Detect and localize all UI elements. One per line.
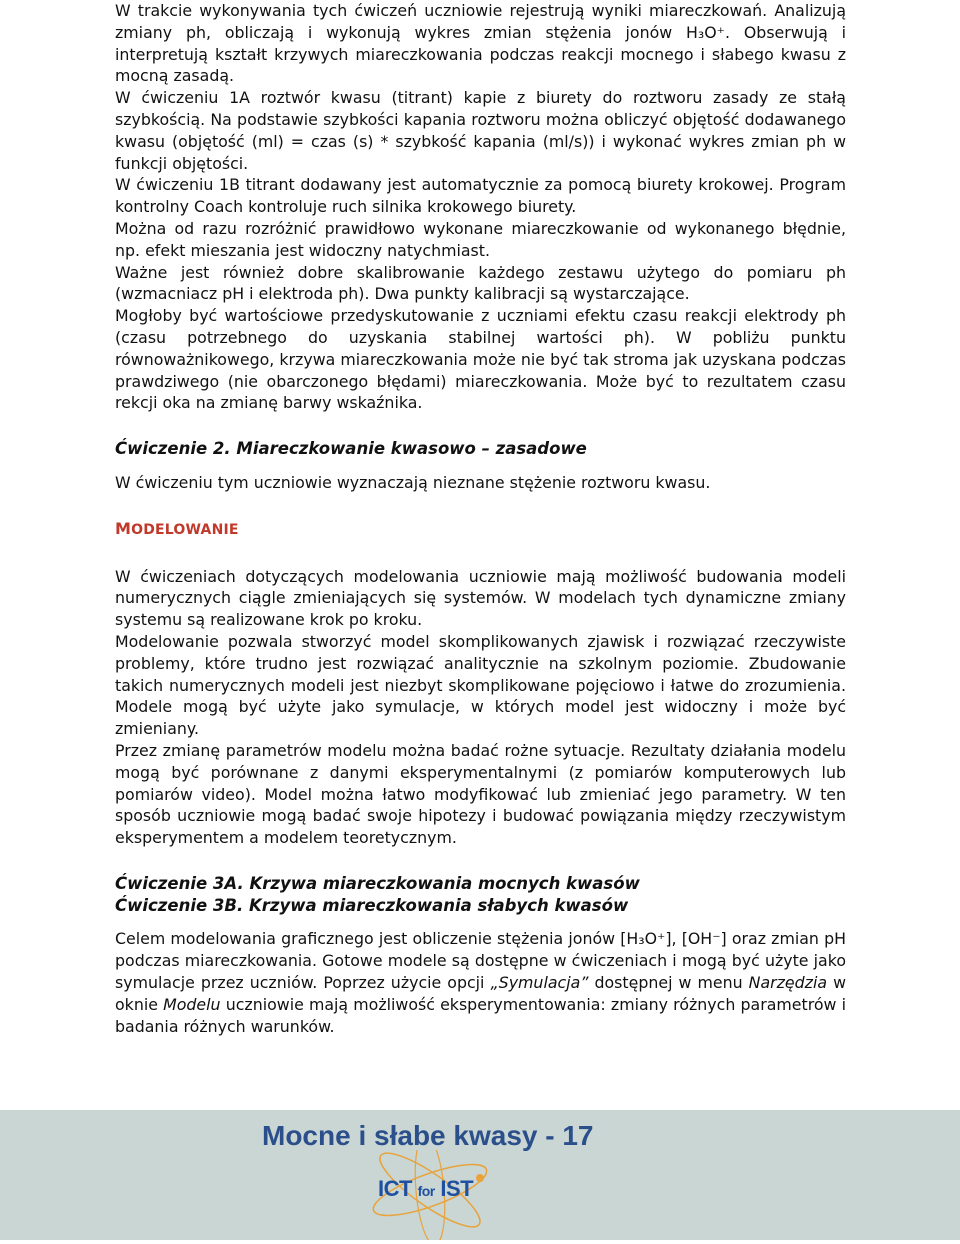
ict-for-ist-logo [368,1150,518,1240]
paragraph-exercise-1b: W ćwiczeniu 1B titrant dodawany jest automatycznie za pomocą biurety krokowej. Program kontrolny Coach kontroluje ruch silnika krokowego biurety. [115,175,846,217]
section-title-initial: M [115,518,132,538]
exercise-2-heading: Ćwiczenie 2. Miareczkowanie kwasowo – zasadowe [115,439,587,459]
model-window-name: Modelu [163,994,221,1014]
page-footer [0,1110,960,1240]
tools-menu-name: Narzędzia [748,973,828,993]
exercise-3b-heading: Ćwiczenie 3B. Krzywa miareczkowania słabych kwasów [115,895,629,915]
simulation-option: „Symulacja” [490,973,589,993]
exercise-3-text-part3: w oknie [115,973,846,1014]
paragraph-intro: W trakcie wykonywania tych ćwiczeń uczniowie rejestrują wyniki miareczkowań. Analizują zmiany ph, obliczają i wykonują wykres zmian stężenia jonów H₃O⁺. Obserwują i interpretują kształt krzywych miareczkowania podczas reakcji mocnego i słabego kwasu z mocną zasadą. [115,1,846,86]
document-body [115,0,846,1037]
exercise-2-label: Ćwiczenie 2 [115,439,225,459]
exercise-3a-heading: Ćwiczenie 3A. Krzywa miareczkowania mocnych kwasów [115,873,640,893]
paragraph-calibration: Ważne jest również dobre skalibrowanie każdego zestawu użytego do pomiaru ph (wzmacniacz pH i elektroda ph). Dwa punkty kalibracji są wystarczające. [115,262,846,304]
exercise-3-text-part2: dostępnej w menu [588,973,749,993]
exercise-3-text [115,928,846,1037]
logo-for: for [417,1183,435,1199]
exercise-3-text-part1: Celem modelowania graficznego jest obliczenie stężenia jonów [H₃O⁺], [OH⁻] oraz zmian pH podczas miareczkowania. Gotowe modele są dostępne w ćwiczeniach i mogą być użyte jako symulacje przez uczniów. Poprzez użycie opcji [115,929,846,993]
paragraph-exercise-1a: W ćwiczeniu 1A roztwór kwasu (titrant) kapie z biurety do roztworu zasady ze stałą szybkością. Na podstawie szybkości kapania roztworu można obliczyć objętość dodawanego kwasu (objętość (ml) = czas (s) * szybkość kapania (ml/s)) i wykonać wykres zmian ph w funkcji objętości. [115,88,846,173]
exercise-2-text: W ćwiczeniu tym uczniowie wyznaczają nieznane stężenie roztworu kwasu. [115,472,711,492]
exercise-3a-label: Ćwiczenie 3A [115,873,238,893]
logo-ict: ICT [378,1176,412,1201]
paragraph-reaction-time: Mogłoby być wartościowe przedyskutowanie z uczniami efektu czasu reakcji elektrody ph (czasu potrzebnego do uzyskania stabilnej wartości ph). W pobliżu punktu równoważnikowego, krzywa miareczkowania może nie być tak stroma jak uzyskana podczas prawdziwego (nie obarczonego błędami) miareczkowania. Może być to rezultatem czasu rekcji oka na zmianę barwy wskaźnika. [115,306,846,413]
paragraph-modelling-parameters: Przez zmianę parametrów modelu można badać rożne sytuacje. Rezultaty działania modelu mogą być porównane z danymi eksperymentalnymi (z pomiarów komputerowych lub pomiarów video). Model można łatwo modyfikować lub zmieniać jego parametry. W ten sposób uczniowie mogą badać swoje hipotezy i budować powiązania między rzeczywistym eksperymentem a modelem teoretycznym. [115,740,846,848]
exercise-3b-label: Ćwiczenie 3B [115,895,237,915]
exercise-3a-title: Krzywa miareczkowania mocnych kwasów [249,873,640,893]
paragraph-modelling-intro: W ćwiczeniach dotyczących modelowania uczniowie mają możliwość budowania modeli numerycznych ciągle zmieniających się systemów. W modelach tych dynamiczne zmiany systemu są realizowane krok po kroku. [115,566,846,630]
footer-page-title: Mocne i słabe kwasy - 17 [262,1120,594,1151]
exercise-3-text-part4: uczniowie mają możliwość eksperymentowania: zmiany różnych parametrów i badania różnych warunków. [115,994,846,1036]
logo-ist: IST [440,1176,474,1201]
paragraph-modelling-purpose: Modelowanie pozwala stworzyć model skomplikowanych zjawisk i rozwiązać rzeczywiste problemy, które trudno jest rozwiązać analitycznie na szkolnym poziomie. Zbudowanie takich numerycznych modeli jest niezbyt skomplikowane pojęciowo i łatwe do zrozumienia. Modele mogą być użyte jako symulacje, w których model jest widoczny i może być zmieniany. [115,631,846,739]
logo-wordmark [378,1176,473,1202]
section-title-rest: ODELOWANIE [131,521,239,538]
paragraph-titration-errors: Można od razu rozróżnić prawidłowo wykonane miareczkowanie od wykonanego błędnie, np. efekt mieszania jest widoczny natychmiast. [115,218,846,260]
section-title-modelowanie [115,518,846,542]
exercise-3b-title: Krzywa miareczkowania słabych kwasów [249,895,629,915]
exercise-2-title: Miareczkowanie kwasowo – zasadowe [236,439,587,459]
